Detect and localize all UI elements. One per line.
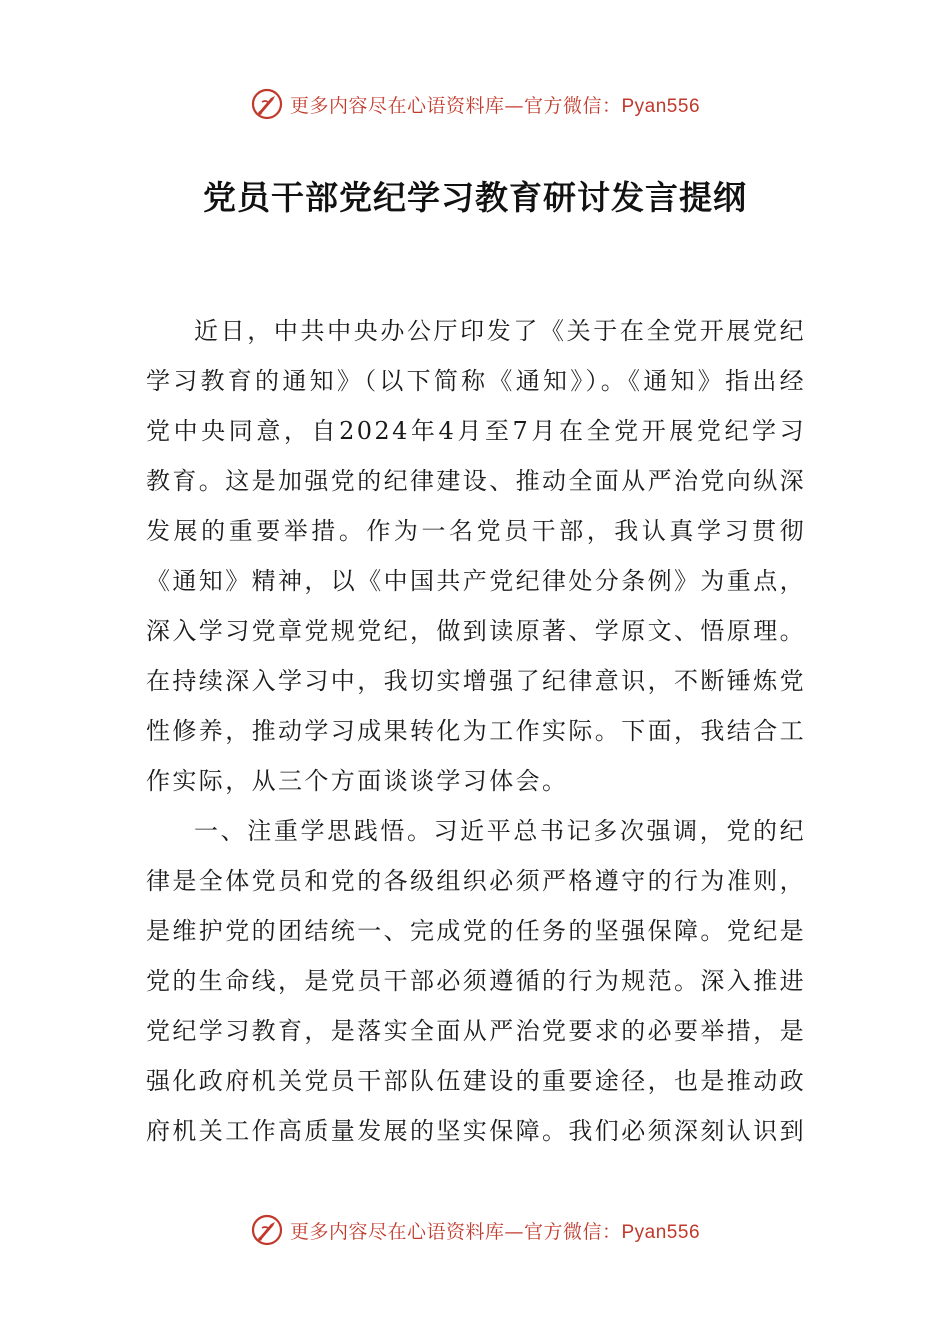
paragraph-section-one: 一、注重学思践悟。习近平总书记多次强调，党的纪律是全体党员和党的各级组织必须严格遵守的行为准则，是维护党的团结统一、完成党的任务的坚强保障。党纪是党的生命线，是党员干部必须遵循的行为规范。深入推进党纪学习教育，是落实全面从严治党要求的必要举措，是强化政府机关党员干部队伍建设的重要途径，也是推动政府机关工作高质量发展的坚实保障。我们必须深刻认识到 (146, 817, 806, 1145)
watermark-text: 更多内容尽在心语资料库—官方微信：Pyan556 (289, 1220, 701, 1243)
document-body (146, 306, 806, 1156)
header-watermark-banner (0, 84, 950, 124)
wechat-id: Pyan556 (621, 95, 701, 117)
paragraph-intro: 近日，中共中央办公厅印发了《关于在全党开展党纪学习教育的通知》（以下简称《通知》）。《通知》指出经党中央同意，自2024年4月至7月在全党开展党纪学习教育。这是加强党的纪律建设、推动全面从严治党向纵深发展的重要举措。作为一名党员干部，我认真学习贯彻《通知》精神，以《中国共产党纪律处分条例》为重点，深入学习党章党规党纪，做到读原著、学原文、悟原理。在持续深入学习中，我切实增强了纪律意识，不断锤炼党性修养，推动学习成果转化为工作实际。下面，我结合工作实际，从三个方面谈谈学习体会。 (146, 317, 806, 795)
wechat-id: Pyan556 (621, 1221, 701, 1243)
footer-watermark-banner (0, 1210, 950, 1250)
watermark-text: 更多内容尽在心语资料库—官方微信：Pyan556 (289, 94, 701, 117)
document-title: 党员干部党纪学习教育研讨发言提纲 (203, 178, 747, 217)
pen-nib-logo-icon (250, 1213, 284, 1247)
pen-nib-logo-icon (250, 87, 284, 121)
